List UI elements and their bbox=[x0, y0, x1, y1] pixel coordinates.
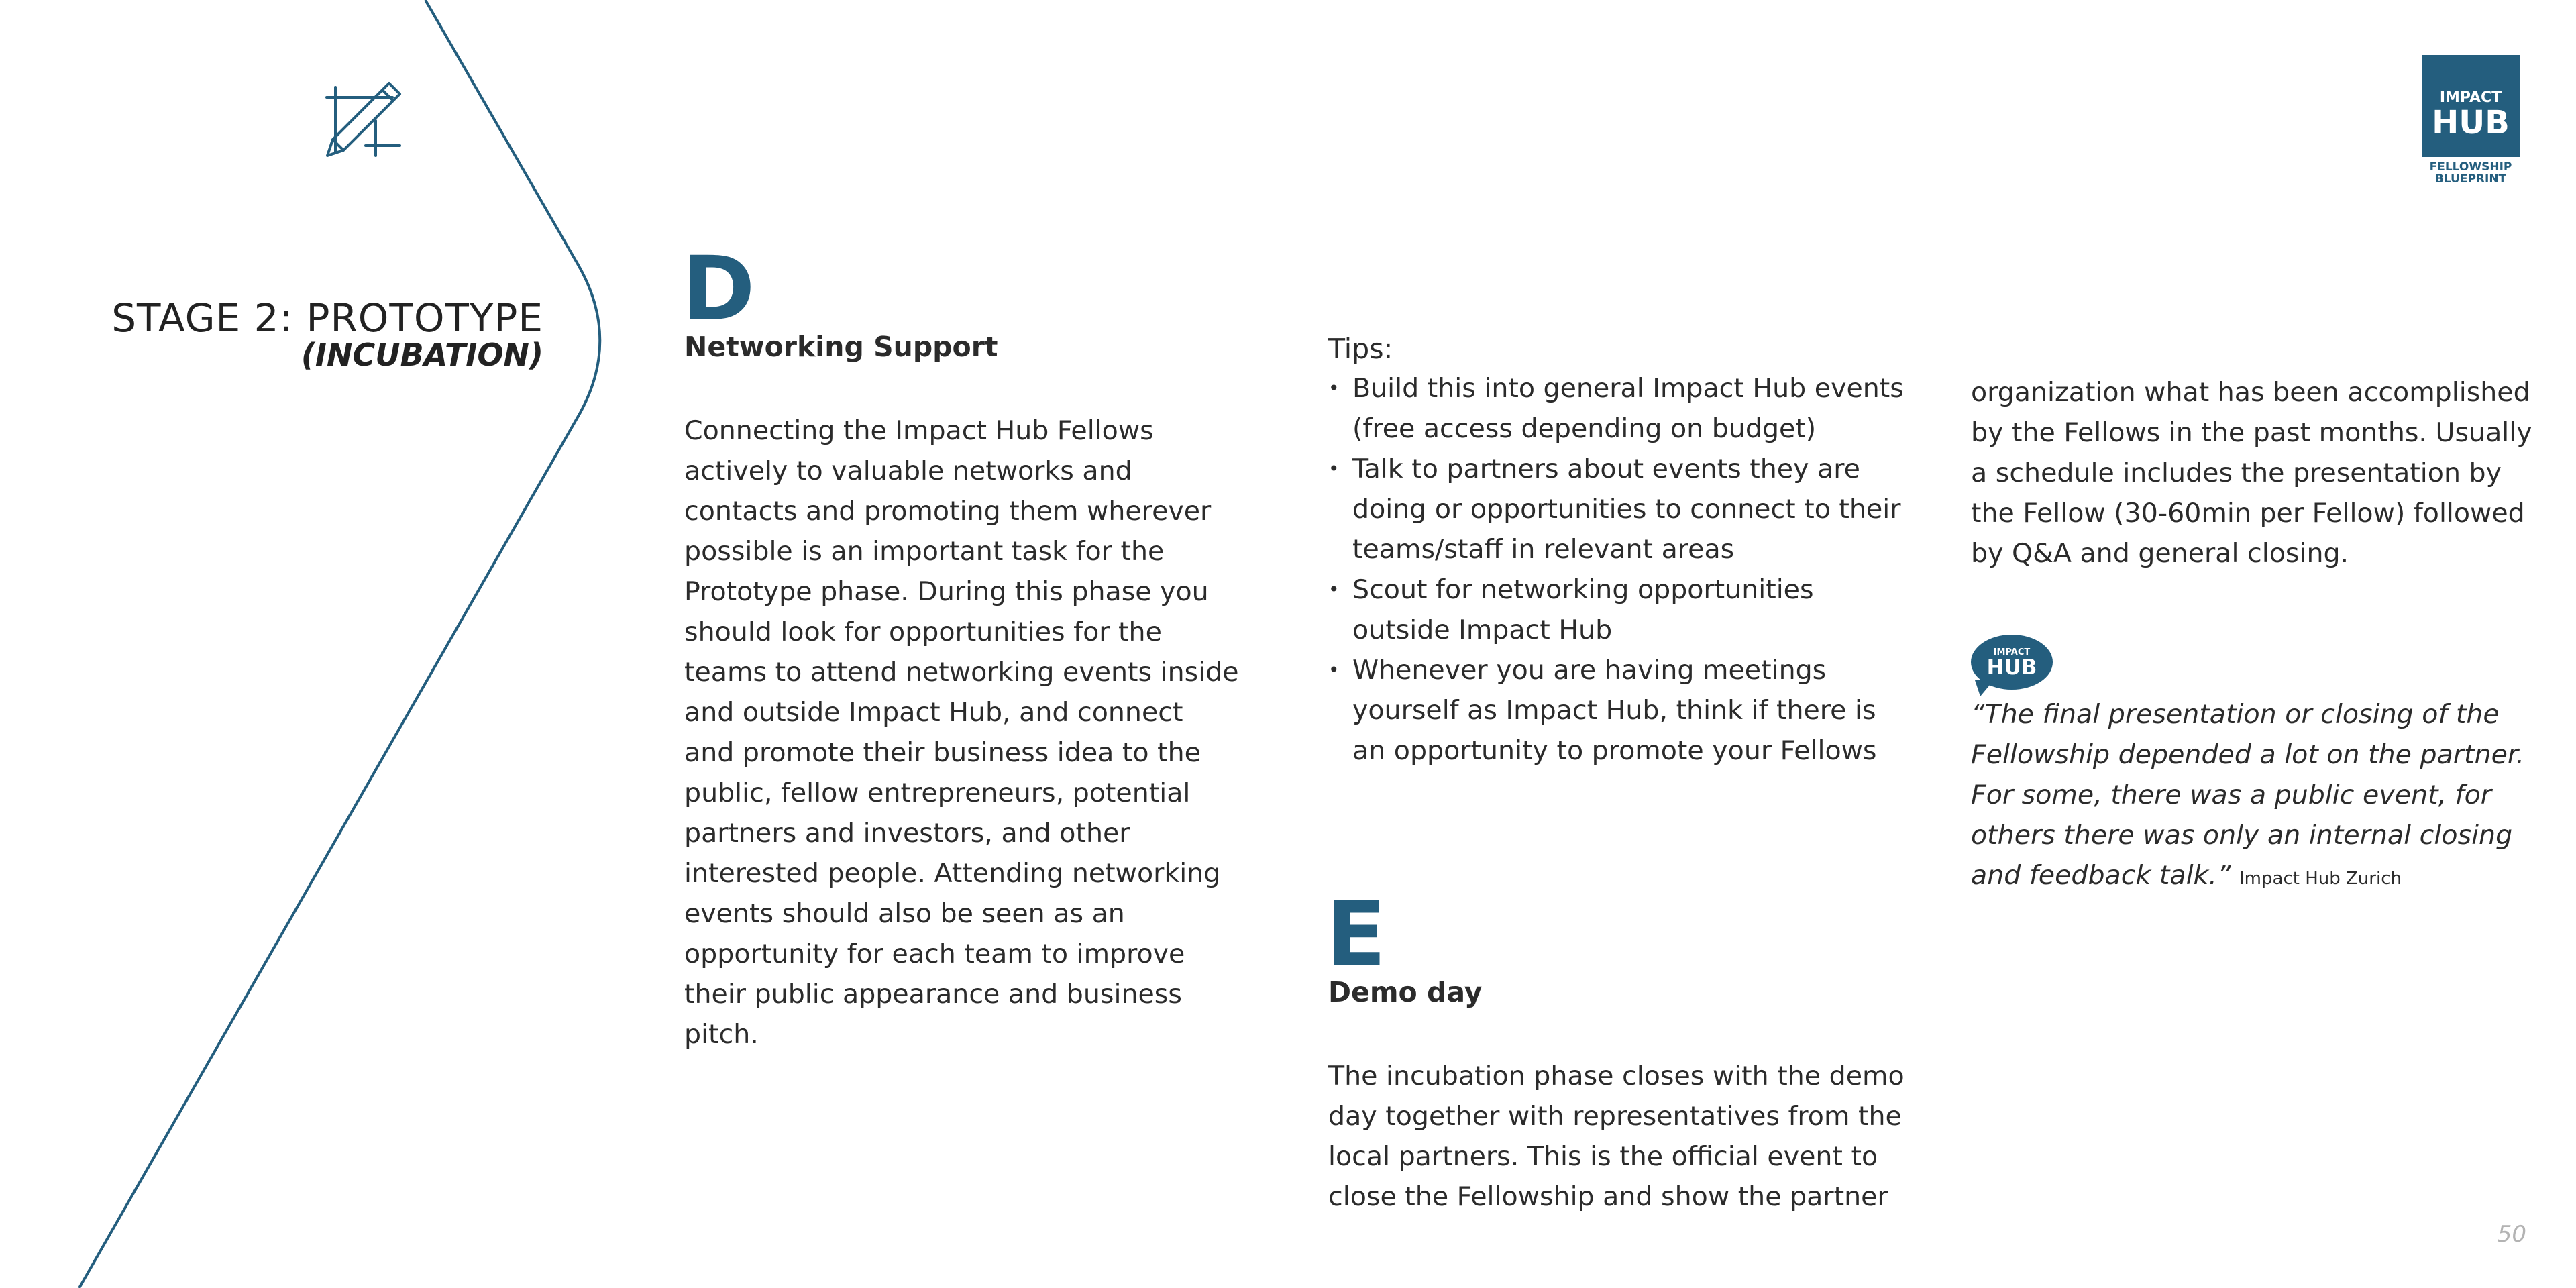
section-e-demo-day bbox=[1326, 883, 1905, 1217]
quote-badge-line1: IMPACT bbox=[1993, 647, 2031, 657]
tips-list bbox=[1328, 368, 1905, 771]
section-d-letter: D bbox=[682, 237, 755, 341]
testimonial-quote bbox=[1971, 694, 2541, 899]
tips-item: • Whenever you are having meetings yourself as Impact Hub, think if there is an opportunity to promote your Fellows bbox=[1328, 650, 1905, 771]
section-e-body: The incubation phase closes with the demo day together with representatives from the local partners. This is the official event to close the Fellowship and show the partner bbox=[1328, 1061, 1904, 1212]
curved-divider-line bbox=[79, 0, 600, 1288]
logo-box bbox=[2422, 55, 2520, 157]
speech-bubble bbox=[1971, 635, 2053, 690]
quote-source: Impact Hub Zurich bbox=[2239, 869, 2402, 889]
tips-item: • Talk to partners about events they are doing or opportunities to connect to their teams/staff in relevant areas bbox=[1328, 449, 1905, 570]
page-number: 50 bbox=[2497, 1221, 2526, 1248]
section-e-heading: Demo day bbox=[1328, 976, 1483, 1008]
stage-title-main: STAGE 2: PROTOTYPE bbox=[111, 295, 543, 341]
tips-item: • Build this into general Impact Hub events (free access depending on budget) bbox=[1328, 368, 1905, 449]
quote-text: “The final presentation or closing of the Fellowship depended a lot on the partner. For some, there was a public event, for others there was only an internal closing and feedback talk.” bbox=[1971, 699, 2525, 891]
section-d-heading: Networking Support bbox=[684, 331, 998, 363]
stage-title-subtitle: (INCUBATION) bbox=[301, 337, 543, 373]
logo-line2: HUB bbox=[2432, 104, 2510, 142]
section-d-body: Connecting the Impact Hub Fellows actively to valuable networks and contacts and promoting them wherever possible is an important task for the Prototype phase. During this phase you should look for opportunities for the teams to attend networking events inside and outside Impact Hub, and connect and promote their business idea to the public, fellow entrepreneurs, potential partners and investors, and other interested people. Attending networking events should also be seen as an opportunity for each team to improve their public appearance and business pitch. bbox=[684, 415, 1239, 1050]
quote-badge-line2: HUB bbox=[1986, 655, 2037, 680]
section-e-letter: E bbox=[1326, 883, 1387, 986]
tips-section bbox=[1328, 332, 1905, 771]
section-d-networking-support bbox=[682, 237, 1241, 1055]
impact-hub-speech-bubble-icon bbox=[1971, 635, 2054, 696]
pencil-crop-icon bbox=[327, 83, 400, 156]
tips-heading: Tips: bbox=[1328, 333, 1393, 365]
logo-line1: IMPACT bbox=[2439, 89, 2502, 106]
section-e-continued-text: organization what has been accomplished by the Fellows in the past months. Usually a schedule includes the presentation by the Fellow (30-60min per Fellow) followed by Q&A and general closing. bbox=[1971, 377, 2532, 569]
impact-hub-fellowship-logo bbox=[2422, 55, 2520, 185]
logo-caption1: FELLOWSHIP bbox=[2429, 160, 2512, 174]
tips-item: • Scout for networking opportunities outside Impact Hub bbox=[1328, 570, 1905, 650]
stage-title bbox=[101, 295, 543, 373]
section-e-continued bbox=[1971, 372, 2534, 574]
logo-caption2: BLUEPRINT bbox=[2434, 172, 2507, 186]
